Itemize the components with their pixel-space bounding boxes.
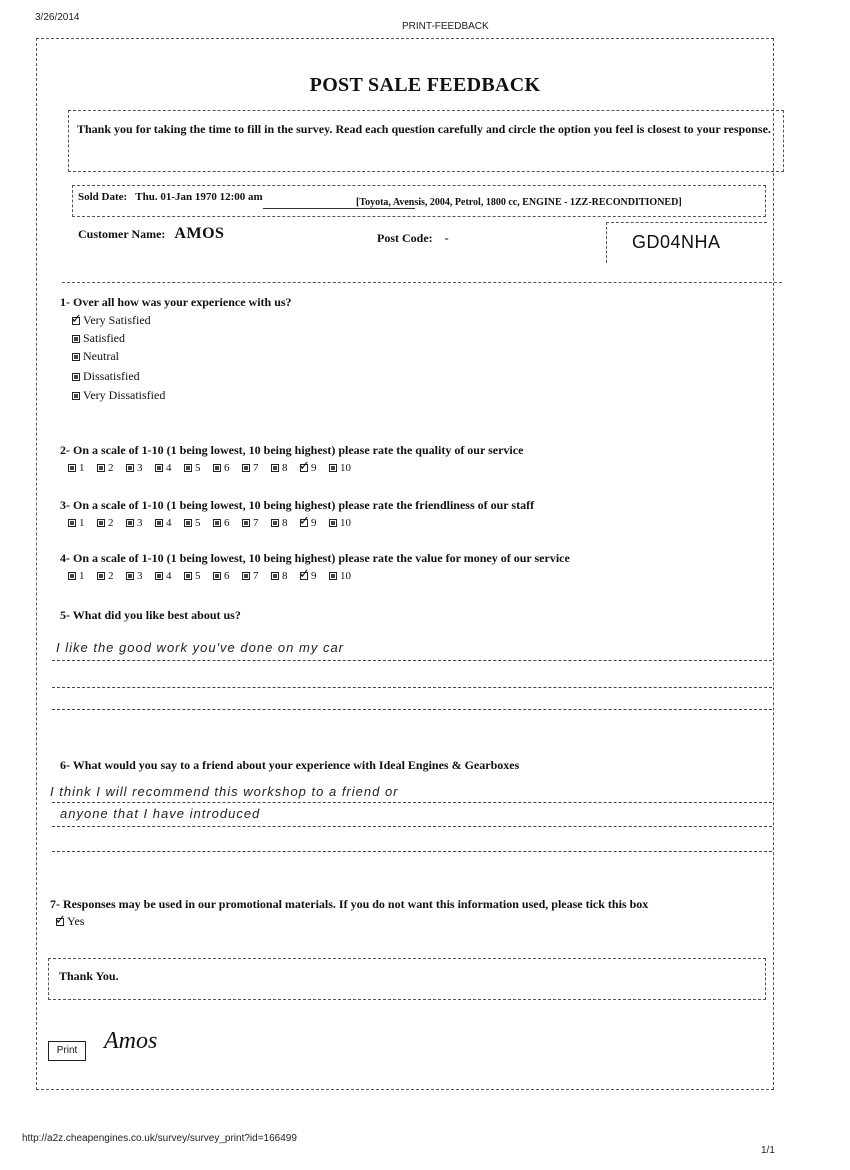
checkbox-icon[interactable] [329, 519, 337, 527]
form-title: POST SALE FEEDBACK [309, 74, 541, 96]
checkbox-icon[interactable] [68, 572, 76, 580]
rating-option[interactable] [184, 570, 213, 582]
rating-option[interactable] [126, 517, 155, 529]
rating-option[interactable] [300, 517, 329, 529]
checkbox-icon[interactable] [72, 373, 80, 381]
rating-option[interactable] [242, 462, 271, 474]
signature: Amos [104, 1028, 158, 1054]
question-7-option-label: Yes [67, 914, 85, 928]
question-6-answer-line2[interactable]: anyone that I have introduced [60, 806, 261, 821]
sold-date-value: Thu. 01-Jan 1970 12:00 am [135, 191, 263, 203]
checkbox-icon[interactable] [155, 519, 163, 527]
question-2: 2- On a scale of 1-10 (1 being lowest, 10 being highest) please rate the quality of our service [60, 443, 524, 457]
checkbox-icon[interactable] [329, 572, 337, 580]
rating-option[interactable] [126, 462, 155, 474]
question-5: 5- What did you like best about us? [60, 608, 241, 622]
answer-line [52, 826, 772, 827]
checkbox-checked-icon[interactable] [300, 572, 308, 580]
answer-line [52, 709, 772, 710]
rating-option[interactable] [155, 570, 184, 582]
rating-option[interactable] [68, 570, 97, 582]
checkbox-icon[interactable] [184, 572, 192, 580]
rating-label: 10 [340, 462, 351, 474]
rating-label: 9 [311, 462, 317, 474]
checkbox-icon[interactable] [68, 519, 76, 527]
registration-value: GD04NHA [632, 232, 721, 252]
print-button[interactable]: Print [48, 1041, 86, 1061]
rating-label: 1 [79, 517, 85, 529]
question-1-option-label: Very Satisfied [83, 313, 151, 327]
checkbox-icon[interactable] [97, 572, 105, 580]
page-header: PRINT-FEEDBACK [402, 21, 489, 32]
sold-date-label: Sold Date: [78, 191, 128, 203]
question-2-scale [68, 462, 358, 474]
checkbox-icon[interactable] [72, 392, 80, 400]
checkbox-icon[interactable] [271, 519, 279, 527]
question-4-scale [68, 570, 358, 582]
customer-name-label: Customer Name: [78, 227, 166, 241]
rating-option[interactable] [271, 462, 300, 474]
rating-option[interactable] [271, 570, 300, 582]
checkbox-icon[interactable] [213, 572, 221, 580]
checkbox-checked-icon[interactable] [72, 317, 80, 325]
question-1-option-label: Very Dissatisfied [83, 388, 166, 402]
rating-label: 9 [311, 517, 317, 529]
checkbox-icon[interactable] [126, 572, 134, 580]
postcode-row [377, 231, 449, 246]
rating-option[interactable] [97, 570, 126, 582]
checkbox-checked-icon[interactable] [300, 519, 308, 527]
rating-option[interactable] [155, 517, 184, 529]
answer-line [52, 802, 772, 803]
checkbox-icon[interactable] [213, 519, 221, 527]
question-1: 1- Over all how was your experience with us? [60, 295, 292, 309]
question-5-answer[interactable]: I like the good work you've done on my car [56, 640, 345, 655]
rating-label: 9 [311, 570, 317, 582]
answer-line [52, 851, 772, 852]
rating-option[interactable] [242, 570, 271, 582]
intro-box [68, 110, 784, 172]
rating-label: 6 [224, 517, 230, 529]
rating-option[interactable] [68, 462, 97, 474]
rating-option[interactable] [300, 570, 329, 582]
checkbox-icon[interactable] [184, 464, 192, 472]
postcode-value: - [444, 231, 449, 245]
checkbox-icon[interactable] [155, 572, 163, 580]
customer-name-value: AMOS [174, 225, 225, 242]
checkbox-icon[interactable] [126, 519, 134, 527]
rating-label: 3 [137, 570, 143, 582]
rating-label: 4 [166, 570, 172, 582]
rating-label: 5 [195, 517, 201, 529]
closing-box [48, 958, 766, 1000]
question-1-option-label: Satisfied [83, 331, 125, 345]
checkbox-icon[interactable] [271, 572, 279, 580]
checkbox-icon[interactable] [242, 572, 250, 580]
rating-option[interactable] [300, 462, 329, 474]
rating-option[interactable] [68, 517, 97, 529]
rating-label: 7 [253, 570, 259, 582]
rating-option[interactable] [329, 517, 358, 529]
postcode-label: Post Code: [377, 231, 433, 245]
rating-label: 3 [137, 462, 143, 474]
question-6-answer-line1[interactable]: I think I will recommend this workshop to a friend or [50, 784, 399, 799]
rating-option[interactable] [213, 570, 242, 582]
question-1-option-label: Dissatisfied [83, 369, 140, 383]
rating-label: 1 [79, 462, 85, 474]
checkbox-icon[interactable] [184, 519, 192, 527]
question-1-option[interactable] [72, 313, 151, 328]
footer-url: http://a2z.cheapengines.co.uk/survey/survey_print?id=166499 [22, 1133, 297, 1144]
rating-option[interactable] [184, 517, 213, 529]
question-7-option[interactable] [56, 914, 84, 929]
rating-label: 5 [195, 462, 201, 474]
checkbox-icon[interactable] [97, 519, 105, 527]
question-6: 6- What would you say to a friend about your experience with Ideal Engines & Gearboxes [60, 758, 520, 772]
rating-label: 8 [282, 462, 288, 474]
rating-label: 6 [224, 462, 230, 474]
question-3: 3- On a scale of 1-10 (1 being lowest, 10 being highest) please rate the friendliness of our staff [60, 498, 535, 512]
rating-option[interactable] [213, 462, 242, 474]
checkbox-checked-icon[interactable] [56, 918, 64, 926]
page-date: 3/26/2014 [35, 12, 80, 23]
checkbox-icon[interactable] [97, 464, 105, 472]
checkbox-icon[interactable] [329, 464, 337, 472]
closing-text: Thank You. [59, 969, 119, 983]
rating-option[interactable] [97, 462, 126, 474]
rating-option[interactable] [329, 462, 358, 474]
rating-label: 4 [166, 517, 172, 529]
checkbox-icon[interactable] [155, 464, 163, 472]
question-1-option-label: Neutral [83, 349, 119, 363]
rating-option[interactable] [184, 462, 213, 474]
vehicle-details: [Toyota, Avensis, 2004, Petrol, 1800 cc, ENGINE - 1ZZ-RECONDITIONED] [356, 197, 682, 208]
question-1-option[interactable] [72, 331, 125, 346]
rating-label: 10 [340, 517, 351, 529]
rating-label: 7 [253, 517, 259, 529]
page-number: 1/1 [761, 1145, 775, 1156]
intro-text: Thank you for taking the time to fill in the survey. Read each question carefully and circle the option you feel is closest to your response. [77, 122, 771, 136]
rating-label: 7 [253, 462, 259, 474]
checkbox-icon[interactable] [68, 464, 76, 472]
checkbox-icon[interactable] [72, 353, 80, 361]
answer-line [52, 660, 772, 661]
rating-option[interactable] [126, 570, 155, 582]
sold-date-underline [263, 208, 415, 209]
rating-label: 8 [282, 517, 288, 529]
sold-date [78, 191, 263, 203]
rating-label: 10 [340, 570, 351, 582]
rating-label: 2 [108, 462, 114, 474]
rating-option[interactable] [213, 517, 242, 529]
rating-option[interactable] [329, 570, 358, 582]
question-7: 7- Responses may be used in our promotional materials. If you do not want this information used, please tick this box [50, 897, 649, 911]
rating-label: 3 [137, 517, 143, 529]
section-divider [62, 282, 782, 283]
rating-label: 1 [79, 570, 85, 582]
rating-label: 5 [195, 570, 201, 582]
sale-info-box [72, 185, 766, 217]
rating-label: 6 [224, 570, 230, 582]
checkbox-icon[interactable] [72, 335, 80, 343]
rating-label: 8 [282, 570, 288, 582]
rating-option[interactable] [155, 462, 184, 474]
rating-label: 2 [108, 570, 114, 582]
rating-option[interactable] [271, 517, 300, 529]
checkbox-icon[interactable] [242, 519, 250, 527]
checkbox-icon[interactable] [271, 464, 279, 472]
answer-line [52, 687, 772, 688]
customer-name-row [78, 225, 224, 243]
rating-option[interactable] [242, 517, 271, 529]
checkbox-icon[interactable] [242, 464, 250, 472]
checkbox-icon[interactable] [126, 464, 134, 472]
question-1-option[interactable] [72, 388, 165, 403]
question-1-option[interactable] [72, 369, 140, 384]
checkbox-checked-icon[interactable] [300, 464, 308, 472]
rating-option[interactable] [97, 517, 126, 529]
checkbox-icon[interactable] [213, 464, 221, 472]
rating-label: 2 [108, 517, 114, 529]
question-4: 4- On a scale of 1-10 (1 being lowest, 10 being highest) please rate the value for money of our service [60, 551, 570, 565]
question-1-option[interactable] [72, 349, 119, 364]
question-3-scale [68, 517, 358, 529]
rating-label: 4 [166, 462, 172, 474]
